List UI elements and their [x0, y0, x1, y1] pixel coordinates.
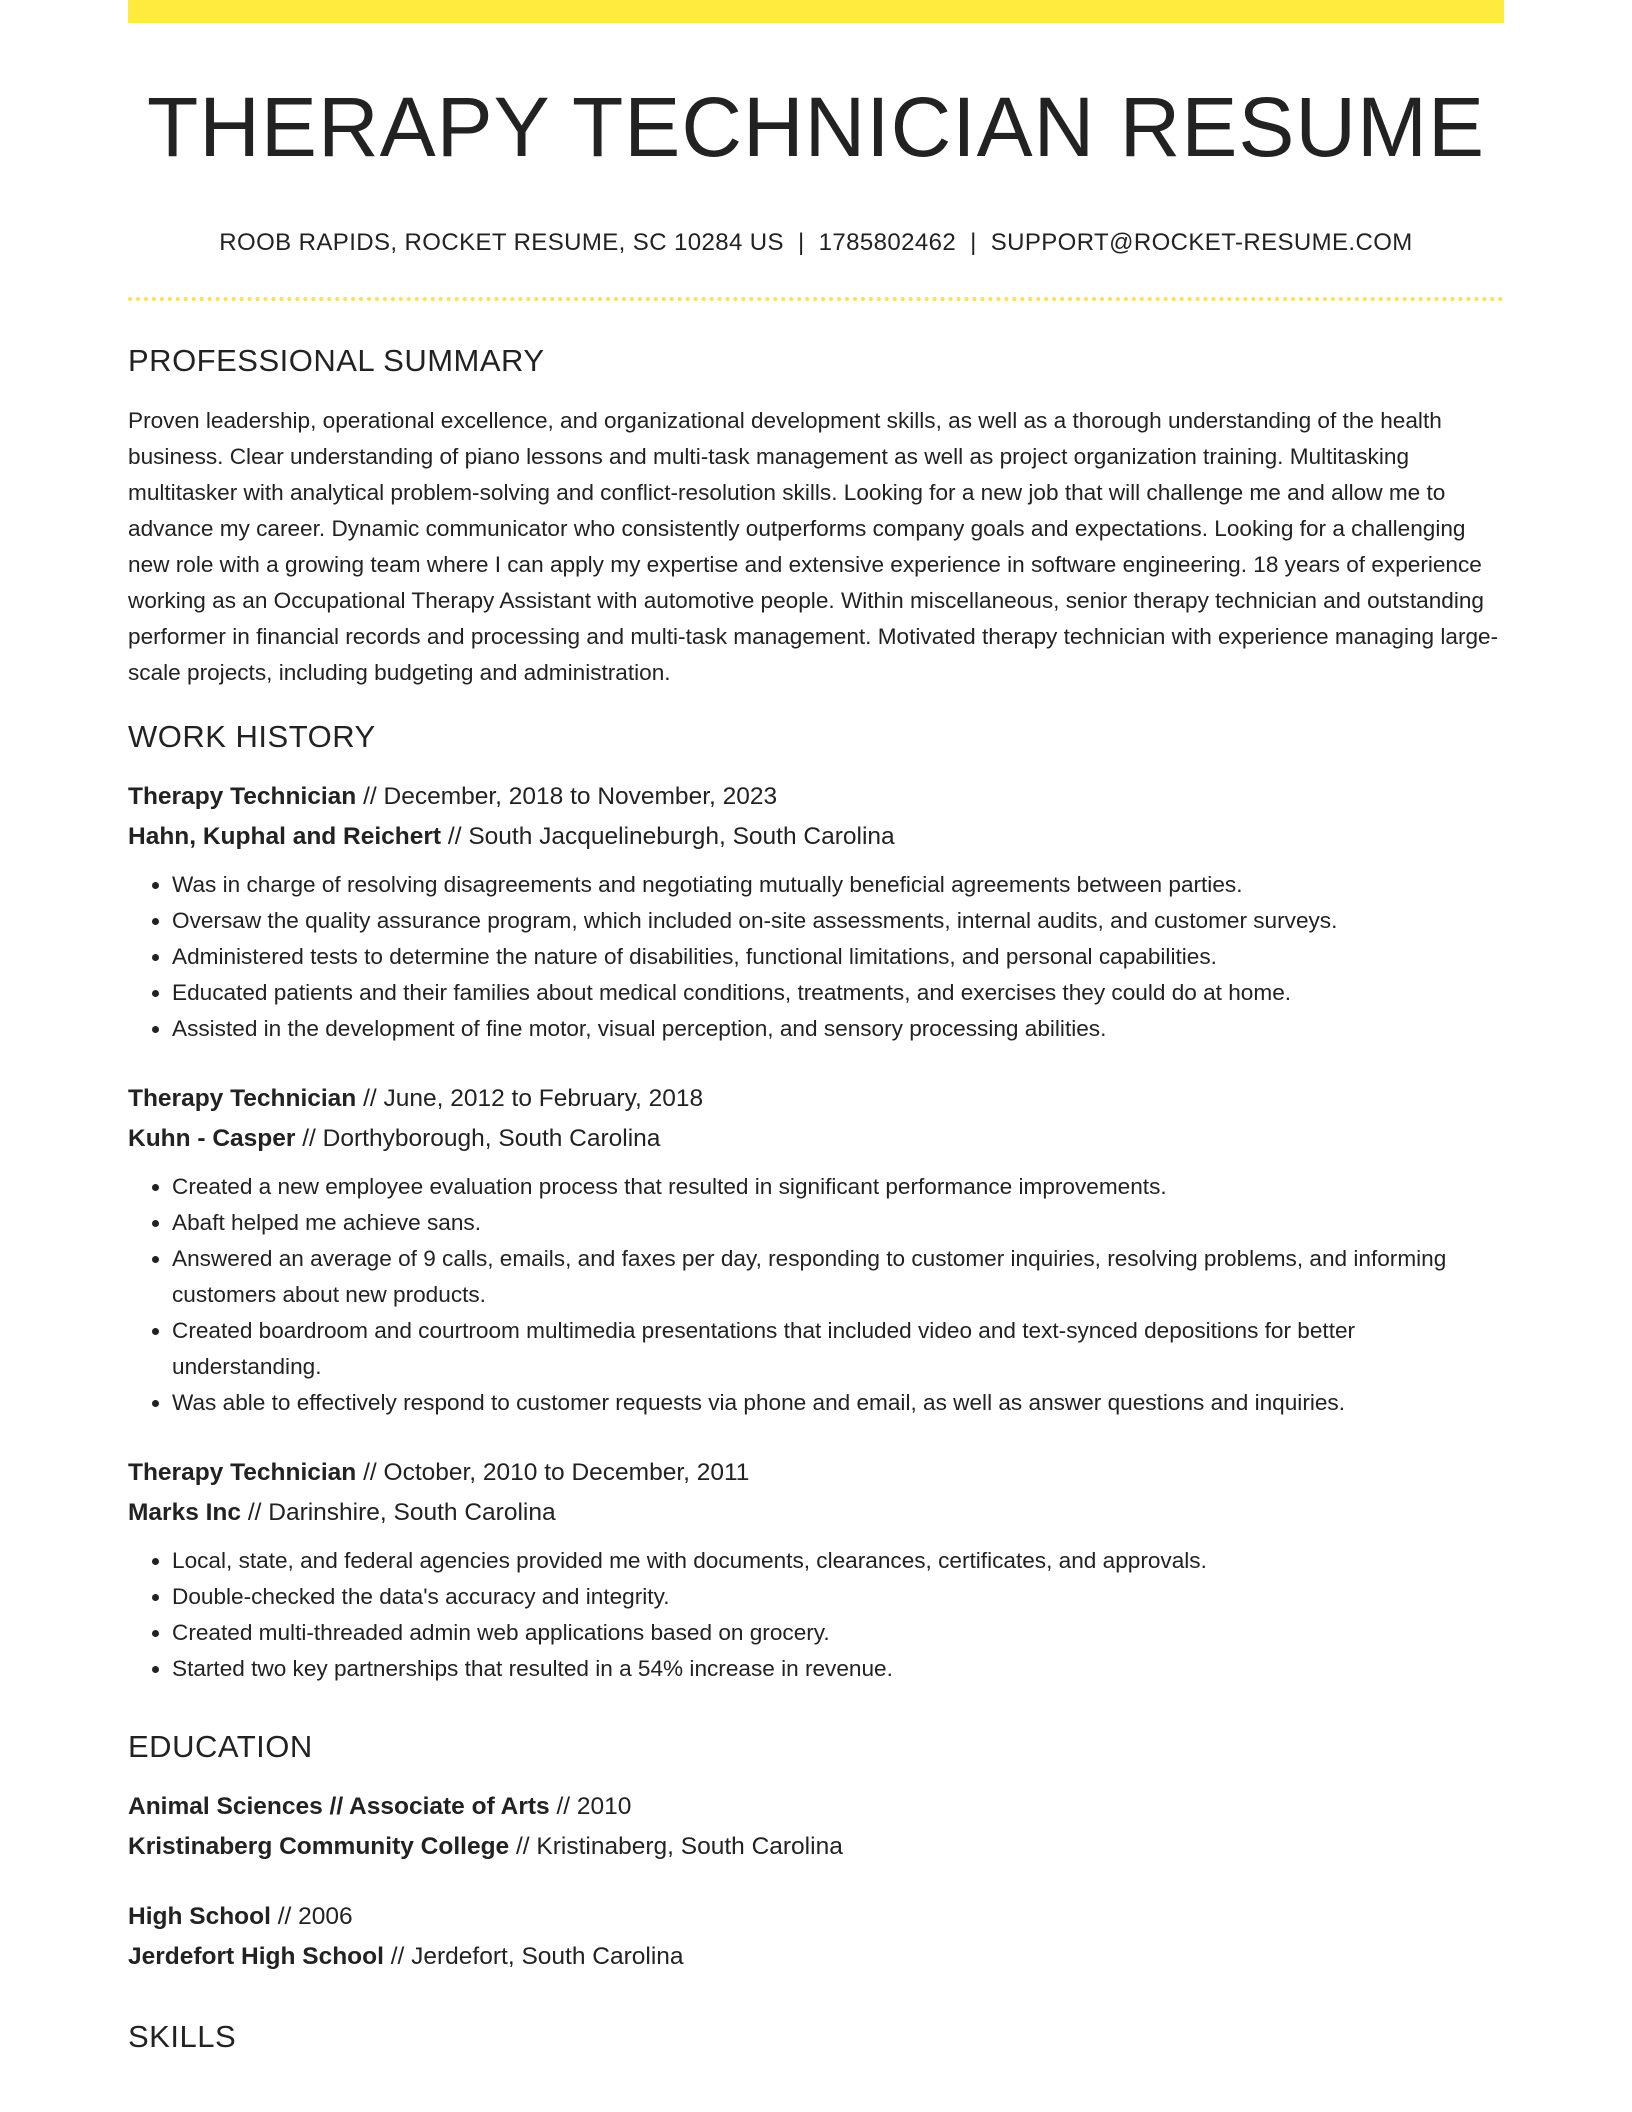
bullet-item: • Was able to effectively respond to customer requests via phone and email, as well as answer questions and inquiries. [172, 1385, 1504, 1421]
job-company-line [128, 1119, 1504, 1159]
work-history-section [128, 719, 1504, 1687]
job-bullets [128, 867, 1504, 1047]
job-bullets [128, 1169, 1504, 1421]
job-dates: // October, 2010 to December, 2011 [356, 1459, 750, 1487]
job-dates: // June, 2012 to February, 2018 [356, 1085, 704, 1113]
resume-page [128, 0, 1504, 2055]
bullet-item: • Administered tests to determine the nature of disabilities, functional limitations, and personal capabilities. [172, 939, 1504, 975]
job-title-line [128, 777, 1504, 817]
education-school-line [128, 1937, 1504, 1977]
job-location: // South Jacquelineburgh, South Carolina [441, 823, 895, 851]
bullet-item: • Abaft helped me achieve sans. [172, 1205, 1504, 1241]
resume-title: THERAPY TECHNICIAN RESUME [146, 80, 1486, 174]
bullet-item: • Answered an average of 9 calls, emails, and faxes per day, responding to customer inquiries, resolving problems, and informing customers about new products. [172, 1241, 1504, 1313]
bullet-item: • Double-checked the data's accuracy and integrity. [172, 1579, 1504, 1615]
job-title-line [128, 1453, 1504, 1493]
education-heading: EDUCATION [128, 1729, 313, 1765]
job-company-line [128, 817, 1504, 857]
work-history-heading: WORK HISTORY [128, 719, 376, 755]
job-dates: // December, 2018 to November, 2023 [356, 783, 778, 811]
job-title-line [128, 1079, 1504, 1119]
education-entry [128, 1787, 1504, 1867]
bullet-item: • Local, state, and federal agencies provided me with documents, clearances, certificates, and approvals. [172, 1543, 1504, 1579]
job-title: Therapy Technician [128, 1459, 357, 1487]
contact-line [128, 229, 1504, 257]
education-degree-line [128, 1897, 1504, 1937]
education-degree: Animal Sciences // Associate of Arts [128, 1793, 550, 1821]
bullet-item: • Started two key partnerships that resulted in a 54% increase in revenue. [172, 1651, 1504, 1687]
education-degree: High School [128, 1903, 271, 1931]
job-company: Hahn, Kuphal and Reichert [128, 823, 442, 851]
summary-section [128, 343, 1504, 691]
summary-heading: PROFESSIONAL SUMMARY [128, 343, 545, 379]
job-location: // Dorthyborough, South Carolina [295, 1125, 661, 1153]
top-accent-bar [128, 0, 1504, 23]
education-school: Jerdefort High School [128, 1943, 384, 1971]
contact-address: ROOB RAPIDS, ROCKET RESUME, SC 10284 US [219, 229, 784, 257]
job-entry [128, 1453, 1504, 1687]
education-year: // 2006 [270, 1903, 353, 1931]
education-school-line [128, 1827, 1504, 1867]
education-section [128, 1729, 1504, 1977]
bullet-item: • Created a new employee evaluation process that resulted in significant performance improvements. [172, 1169, 1504, 1205]
job-title: Therapy Technician [128, 1085, 357, 1113]
contact-separator: | [797, 229, 805, 257]
job-bullets [128, 1543, 1504, 1687]
contact-email: SUPPORT@ROCKET-RESUME.COM [990, 229, 1413, 257]
education-degree-line [128, 1787, 1504, 1827]
education-school: Kristinaberg Community College [128, 1833, 510, 1861]
job-title: Therapy Technician [128, 783, 357, 811]
skills-heading: SKILLS [128, 2019, 237, 2055]
job-company: Marks Inc [128, 1499, 242, 1527]
job-entry [128, 1079, 1504, 1421]
job-entry [128, 777, 1504, 1047]
contact-phone: 1785802462 [818, 229, 957, 257]
education-entry [128, 1897, 1504, 1977]
bullet-item: • Assisted in the development of fine motor, visual perception, and sensory processing abilities. [172, 1011, 1504, 1047]
education-location: // Jerdefort, South Carolina [383, 1943, 684, 1971]
bullet-item: • Was in charge of resolving disagreements and negotiating mutually beneficial agreements between parties. [172, 867, 1504, 903]
education-location: // Kristinaberg, South Carolina [509, 1833, 843, 1861]
education-year: // 2010 [549, 1793, 632, 1821]
bullet-item: • Oversaw the quality assurance program, which included on-site assessments, internal audits, and customer surveys. [172, 903, 1504, 939]
job-company-line [128, 1493, 1504, 1533]
job-company: Kuhn - Casper [128, 1125, 296, 1153]
skills-section [128, 2019, 1504, 2055]
contact-separator: | [970, 229, 977, 257]
bullet-item: • Created multi-threaded admin web applications based on grocery. [172, 1615, 1504, 1651]
bullet-item: • Educated patients and their families about medical conditions, treatments, and exercises they could do at home. [172, 975, 1504, 1011]
job-location: // Darinshire, South Carolina [241, 1499, 556, 1527]
summary-text: Proven leadership, operational excellence, and organizational development skills, as well as a thorough understanding of the health business. Clear understanding of piano lessons and multi-task management as well as project organization training. Multitasking multitasker with analytical problem-solving and conflict-resolution skills. Looking for a new job that will challenge me and allow me to advance my career. Dynamic communicator who consistently outperforms company goals and expectations. Looking for a challenging new role with a growing team where I can apply my expertise and extensive experience in software engineering. 18 years of experience working as an Occupational Therapy Assistant with automotive people. Within miscellaneous, senior therapy technician and outstanding performer in financial records and processing and multi-task management. Motivated therapy technician with experience managing large-scale projects, including budgeting and administration. [128, 408, 1499, 686]
dotted-divider [128, 297, 1504, 301]
bullet-item: • Created boardroom and courtroom multimedia presentations that included video and text-synced depositions for better understanding. [172, 1313, 1504, 1385]
